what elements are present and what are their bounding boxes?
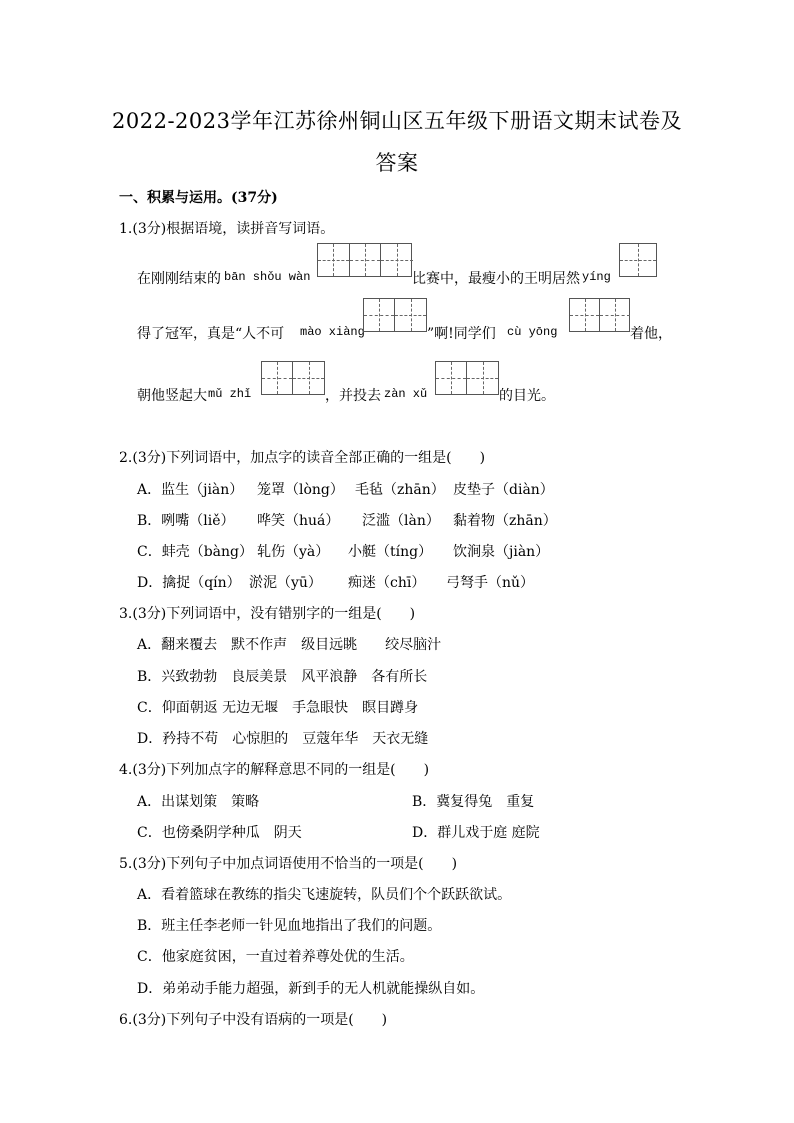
q2-option-b-item2: 哗笑（huá） xyxy=(257,513,340,529)
q5-option-c[interactable]: C．他家庭贫困，一直过着养尊处优的生活。 xyxy=(137,949,414,965)
q1-pinyin-cuyong: cù yōng xyxy=(507,325,558,339)
q4-stem: 4.(3分)下列加点字的解释意思不同的一组是( ) xyxy=(119,762,430,778)
q1-line3-text3: 的目光。 xyxy=(499,388,555,404)
q1-answer-grid-2[interactable] xyxy=(619,243,657,277)
q1-pinyin-ying: yíng xyxy=(582,270,611,284)
q2-option-d-item3: 痴迷（chī） xyxy=(348,575,426,591)
q2-option-c-item3: 小艇（tíng） xyxy=(348,544,433,560)
q1-answer-grid-1[interactable] xyxy=(317,243,412,277)
q1-pinyin-muzhi: mǔ zhǐ xyxy=(208,387,252,401)
q2-option-d-item2: 淤泥（yū） xyxy=(249,575,322,591)
q3-option-c[interactable]: C．仰面朝返 无边无堰 手急眼快 瞑目蹲身 xyxy=(137,700,419,716)
q5-stem: 5.(3分)下列句子中加点词语使用不恰当的一项是( ) xyxy=(119,856,458,872)
q2-option-c-item4: 饮涧泉（jiàn） xyxy=(453,544,550,560)
q2-option-a-item2: 笼罩（lòng） xyxy=(257,482,344,498)
q2-option-c-item2: 轧伤（yà） xyxy=(257,544,330,560)
grid-cell[interactable] xyxy=(318,244,350,276)
q2-option-b-item4: 黏着物（zhān） xyxy=(453,513,557,529)
q5-option-a[interactable]: A．看着篮球在教练的指尖飞速旋转，队员们个个跃跃欲试。 xyxy=(137,887,512,903)
q1-pinyin-maoxiang: mào xiàng xyxy=(300,325,365,339)
q2-option-d-item1[interactable]: D．擒捉（qín） xyxy=(137,575,241,591)
grid-cell[interactable] xyxy=(620,244,656,276)
grid-cell[interactable] xyxy=(262,362,293,394)
q1-line3-text1: 朝他竖起大 xyxy=(137,388,207,404)
grid-cell[interactable] xyxy=(293,362,324,394)
grid-cell[interactable] xyxy=(570,299,600,331)
q1-pinyin-zanxu: zàn xǔ xyxy=(384,387,428,401)
q2-option-a-item3: 毛毡（zhān） xyxy=(355,482,445,498)
q1-stem: 1.(3分)根据语境，读拼音写词语。 xyxy=(119,221,335,237)
q1-answer-grid-5[interactable] xyxy=(261,361,325,395)
q1-line2-text3: 着他， xyxy=(630,326,672,342)
q1-line2-text1: 得了冠军，真是“人不可 xyxy=(137,326,285,342)
q1-answer-grid-4[interactable] xyxy=(569,298,630,332)
q2-option-a-item4: 皮垫子（diàn） xyxy=(453,482,554,498)
q1-line1-text2: 比赛中，最瘦小的王明居然 xyxy=(412,271,580,287)
document-title-line2: 答案 xyxy=(375,151,419,175)
document-title-line1: 2022-2023学年江苏徐州铜山区五年级下册语文期末试卷及 xyxy=(112,109,682,133)
grid-cell[interactable] xyxy=(350,244,382,276)
q1-line1-text1: 在刚刚结束的 xyxy=(137,271,221,287)
q4-option-d[interactable]: D．群儿戏于庭 庭院 xyxy=(412,825,540,841)
q3-option-d[interactable]: D．矜持不苟 心惊胆的 豆蔻年华 天衣无缝 xyxy=(137,731,429,747)
q4-option-a[interactable]: A．出谋划策 策略 xyxy=(137,794,260,810)
grid-cell[interactable] xyxy=(381,244,413,276)
grid-cell[interactable] xyxy=(436,362,467,394)
q5-option-d[interactable]: D．弟弟动手能力超强，新到手的无人机就能操纵自如。 xyxy=(137,981,485,997)
q2-option-b-item1[interactable]: B．咧嘴（liě） xyxy=(137,513,235,529)
q2-stem: 2.(3分)下列词语中，加点字的读音全部正确的一组是( ) xyxy=(119,450,486,466)
q1-line2-text2: ”啊!同学们 xyxy=(427,326,496,342)
q2-option-d-item4: 弓弩手（nǔ） xyxy=(446,575,535,591)
section-heading: 一、积累与运用。(37分) xyxy=(119,190,278,206)
q1-pinyin-banshouwan: bān shǒu wàn xyxy=(224,270,311,284)
q2-option-c-item1[interactable]: C．蚌壳（bàng） xyxy=(137,544,253,560)
q1-answer-grid-3[interactable] xyxy=(363,298,427,332)
q1-line3-text2: ，并投去 xyxy=(325,388,381,404)
q4-option-c[interactable]: C．也傍桑阴学种瓜 阴天 xyxy=(137,825,302,841)
q4-option-b[interactable]: B．冀复得兔 重复 xyxy=(412,794,535,810)
q3-stem: 3.(3分)下列词语中，没有错别字的一组是( ) xyxy=(119,606,416,622)
grid-cell[interactable] xyxy=(600,299,630,331)
q1-answer-grid-6[interactable] xyxy=(435,361,499,395)
q3-option-b[interactable]: B．兴致勃勃 良辰美景 风平浪静 各有所长 xyxy=(137,669,428,685)
q2-option-b-item3: 泛滥（làn） xyxy=(362,513,440,529)
q2-option-a-item1[interactable]: A．监生（jiàn） xyxy=(137,482,244,498)
grid-cell[interactable] xyxy=(467,362,498,394)
grid-cell[interactable] xyxy=(364,299,395,331)
q3-option-a[interactable]: A．翻来覆去 默不作声 级目远眺 绞尽脑汁 xyxy=(137,637,442,653)
grid-cell[interactable] xyxy=(395,299,426,331)
q6-stem: 6.(3分)下列句子中没有语病的一项是( ) xyxy=(119,1012,388,1028)
q5-option-b[interactable]: B．班主任李老师一针见血地指出了我们的问题。 xyxy=(137,918,442,934)
